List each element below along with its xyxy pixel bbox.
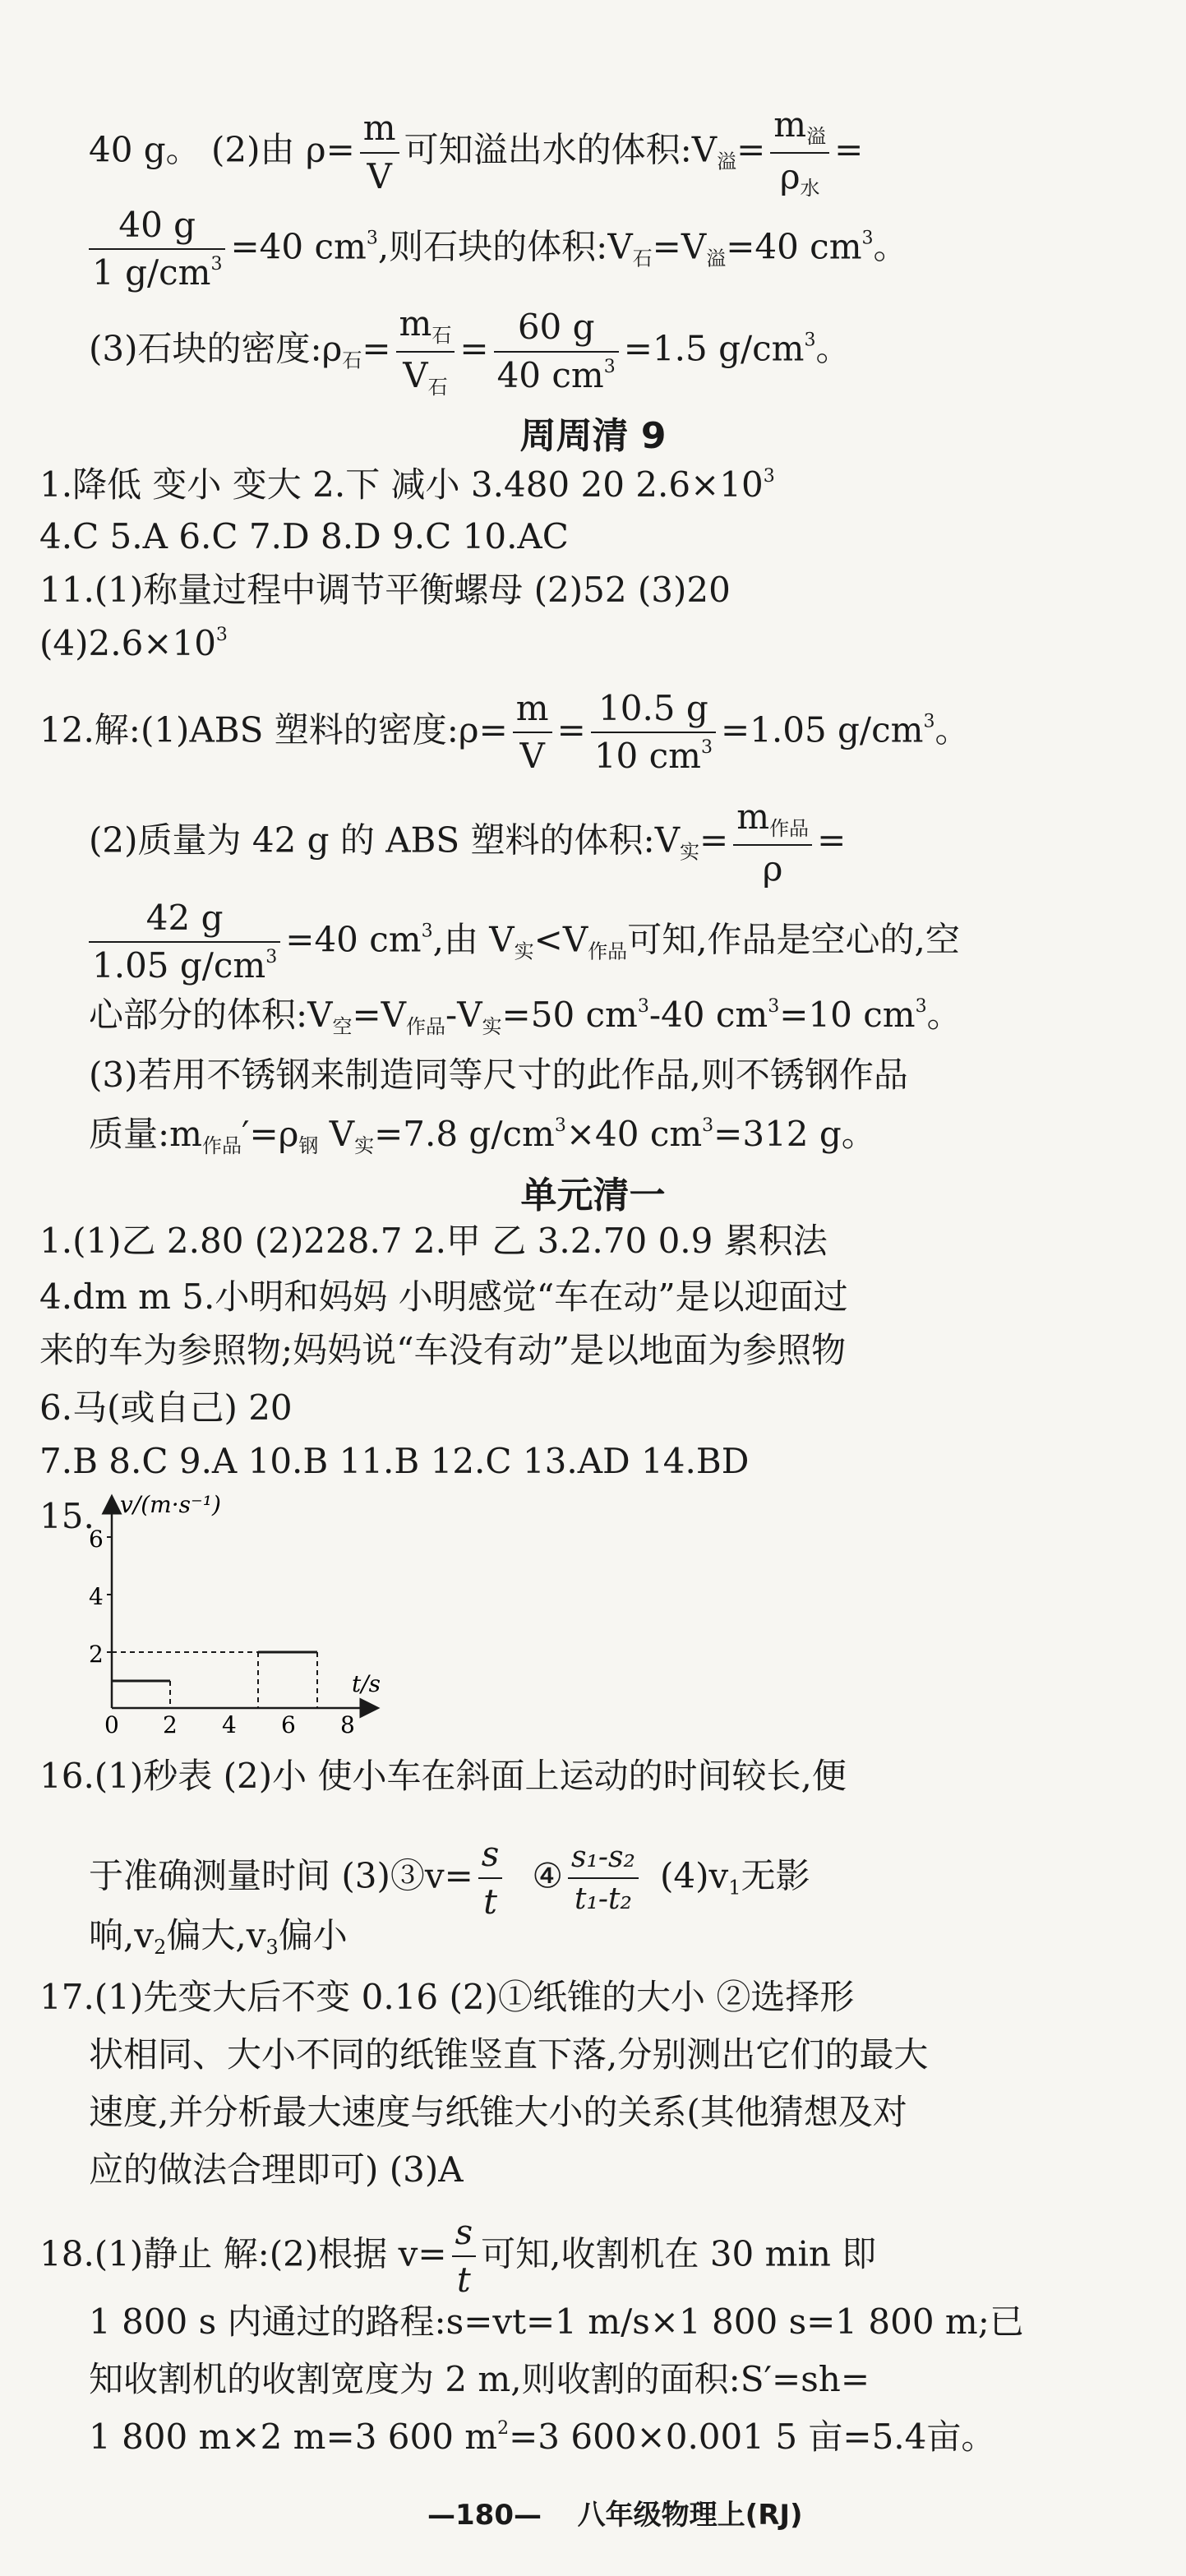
text-line: 17.(1)先变大后不变 0.16 (2)①纸锥的大小 ②选择形 <box>39 1977 855 2017</box>
fraction <box>494 307 619 395</box>
text-segment: 12.解:(1)ABS 塑料的密度:ρ= <box>39 709 508 750</box>
fraction <box>396 304 455 399</box>
fraction-denominator: 10 $cm^3$ <box>593 736 713 777</box>
fraction-denominator: V <box>519 736 545 777</box>
fraction: $\frac{\text{s₁-s₂}}{\text{t₁-t₂}}$ <box>568 1840 639 1917</box>
text-segment: ,由 V <box>432 919 515 960</box>
text-line: 18.(1)静止 解:(2)根据 v= $\frac{s}{t}$ 可知,收割机在 30 min 即 <box>39 2212 877 2301</box>
text-line: 响$,v_2$偏大$,v_3$偏小 <box>89 1915 348 1959</box>
superscript: 3 <box>923 711 935 732</box>
text-line: 心部分的体积$:V_空=V_{作品}-V_实=50$ $cm^3-40$ $cm^3=10$ $cm^3$。 <box>89 995 962 1038</box>
fraction-denominator: 40 $cm^3$ <box>496 354 616 395</box>
text-line: 16.(1)秒表 (2)小 使小车在斜面上运动的时间较长,便 <box>39 1756 847 1796</box>
text-segment: =1.5 g/cm <box>623 328 805 369</box>
text-segment: 40 g。 (2)由 ρ= <box>89 129 355 170</box>
text-line: 1.(1)乙 2.80 (2)228.7 2.甲 乙 3.2.70 0.9 累积法 <box>39 1221 828 1261</box>
fraction-numerator: m <box>513 689 552 733</box>
text-segment: = <box>459 328 489 369</box>
y-tick-label: 4 <box>89 1583 104 1610</box>
subscript: 石 <box>342 349 362 372</box>
text-line: 4.C 5.A 6.C 7.D 8.D 9.C 10.AC <box>39 516 569 556</box>
text-line: 于准确测量时间 (3)③v= $\frac{s}{t}$ ④ $\frac{\text{s₁-s₂}}{\text{t₁-t₂}}$ $(4)v_1$无影 <box>89 1834 810 1923</box>
book-title: 八年级物理上(RJ) <box>577 2499 803 2532</box>
subscript: 溢 <box>717 150 737 173</box>
text-line: 应的做法合理即可) (3)A <box>89 2149 464 2190</box>
text-segment: =40 cm <box>726 226 862 267</box>
fraction-numerator: $m_溢$ <box>770 105 829 154</box>
fraction-denominator: V <box>367 155 392 196</box>
text-line: 11.(1)称量过程中调节平衡螺母 (2)52 (3)20 <box>39 570 731 610</box>
fraction <box>770 105 829 200</box>
text-segment: = <box>699 819 729 861</box>
text-segment: = <box>362 328 391 369</box>
fraction <box>513 689 552 777</box>
text-segment: 可知溢出水的体积:V <box>404 129 718 170</box>
x-tick-label: 0 <box>104 1711 119 1734</box>
subscript: 实 <box>680 840 700 864</box>
text-line: (3)若用不锈钢来制造同等尺寸的此作品,则不锈钢作品 <box>89 1055 908 1095</box>
superscript: 3 <box>215 625 228 645</box>
section-heading: 周周清 9 <box>519 415 667 457</box>
text-line: 4.dm m 5.小明和妈妈 小明感觉“车在动”是以迎面过 <box>39 1276 848 1317</box>
fraction-numerator: 40 g <box>89 205 225 250</box>
superscript: 3 <box>804 330 816 351</box>
y-tick-label: 2 <box>89 1641 104 1668</box>
page-footer <box>427 2499 803 2532</box>
fraction-numerator: m <box>360 108 399 153</box>
fraction-numerator: $m_{作品}$ <box>733 797 812 846</box>
section-heading: 单元清一 <box>520 1175 666 1216</box>
x-tick-label: 2 <box>163 1711 178 1734</box>
text-line: 1.降低 变小 变大 2.下 减小 3.480 20 $2.6\times 10^3$ <box>39 464 775 505</box>
text-segment: 。 <box>873 226 908 267</box>
x-tick-label: 8 <box>340 1711 355 1734</box>
fraction-numerator: 60 g <box>494 307 619 352</box>
x-tick-label: 6 <box>281 1711 296 1734</box>
text-line: 1 800 s 内通过的路程:s=vt=1 m/s×1 800 s=1 800 m;已 <box>89 2301 1024 2342</box>
subscript: 实 <box>514 939 534 963</box>
fraction <box>360 108 399 196</box>
subscript: 石 <box>632 247 653 270</box>
fraction-numerator: 10.5 g <box>591 689 716 733</box>
text-segment: = <box>556 709 586 750</box>
superscript: 3 <box>763 466 775 487</box>
fraction: $\frac{s}{t}$ <box>452 2213 477 2301</box>
text-segment: =40 cm <box>230 226 367 267</box>
text-segment: ,则石块的体积:V <box>377 226 633 267</box>
fraction <box>89 898 280 986</box>
text-segment: 。 <box>815 328 851 369</box>
text-segment: = <box>736 129 766 170</box>
text-segment: (3)石块的密度:ρ <box>89 328 343 369</box>
x-axis-label: t/s <box>352 1670 381 1697</box>
x-tick-label: 4 <box>222 1711 237 1734</box>
text-segment: <V <box>533 919 588 960</box>
text-line <box>39 689 969 777</box>
text-line: 15. <box>39 1496 95 1536</box>
text-line: $(4)2.6\times 10^3$ <box>39 623 228 663</box>
text-segment: =1.05 g/cm <box>720 709 924 750</box>
text-line: 质量$:m_{作品}'=\rho_钢$ $V_实=7.8$ $g/cm^3\times 40$ $cm^3=312$ g。 <box>89 1114 876 1157</box>
text-line <box>89 304 850 399</box>
text-segment: =V <box>652 226 707 267</box>
fraction-denominator: ρ <box>762 847 783 889</box>
fraction-numerator: 42 g <box>89 898 280 943</box>
text-segment: 。 <box>934 709 970 750</box>
y-axis-label: v/(m·s⁻¹) <box>120 1491 221 1518</box>
fraction-denominator: $V_石$ <box>403 354 448 399</box>
fraction: $\frac{s}{t}$ <box>478 1835 503 1923</box>
superscript: 3 <box>366 228 378 249</box>
text-segment: (2)质量为 42 g 的 ABS 塑料的体积:V <box>89 819 681 861</box>
velocity-time-graph <box>82 1488 411 1734</box>
page-number: —180— <box>427 2499 542 2532</box>
fraction-numerator: $m_石$ <box>396 304 455 353</box>
text-line: 6.马(或自己) 20 <box>39 1387 293 1428</box>
text-segment: = <box>817 819 847 861</box>
text-segment: =40 cm <box>285 919 422 960</box>
text-line: 状相同、大小不同的纸锥竖直下落,分别测出它们的最大 <box>89 2034 929 2075</box>
subscript: 溢 <box>706 247 727 270</box>
fraction <box>733 797 812 889</box>
text-line <box>89 898 960 986</box>
superscript: 3 <box>421 921 433 942</box>
fraction-denominator: 1 $g/cm^3$ <box>92 252 223 293</box>
text-segment: 可知,作品是空心的,空 <box>627 919 960 960</box>
text-line: 7.B 8.C 9.A 10.B 11.B 12.C 13.AD 14.BD <box>39 1441 750 1481</box>
subscript: 作品 <box>588 939 628 963</box>
text-line <box>89 205 908 293</box>
fraction <box>591 689 716 777</box>
fraction-denominator: 1.05 $g/cm^3$ <box>92 945 278 986</box>
text-line: 知收割机的收割宽度为 2 m,则收割的面积:S′=sh= <box>89 2359 870 2399</box>
superscript: 3 <box>861 228 874 249</box>
text-line: 1 800 m×2 m=3 600 $m^2=3$ 600×0.001 5 亩=5.4亩。 <box>89 2417 996 2457</box>
text-segment: = <box>834 129 864 170</box>
fraction-denominator: $\rho_水$ <box>779 155 820 200</box>
text-line: 来的车为参照物;妈妈说“车没有动”是以地面为参照物 <box>39 1330 847 1370</box>
text-line <box>89 105 863 200</box>
y-tick-label: 6 <box>89 1526 104 1553</box>
text-line: 速度,并分析最大速度与纸锥大小的关系(其他猜想及对 <box>89 2092 907 2132</box>
text-line <box>89 797 846 889</box>
fraction <box>89 205 225 293</box>
